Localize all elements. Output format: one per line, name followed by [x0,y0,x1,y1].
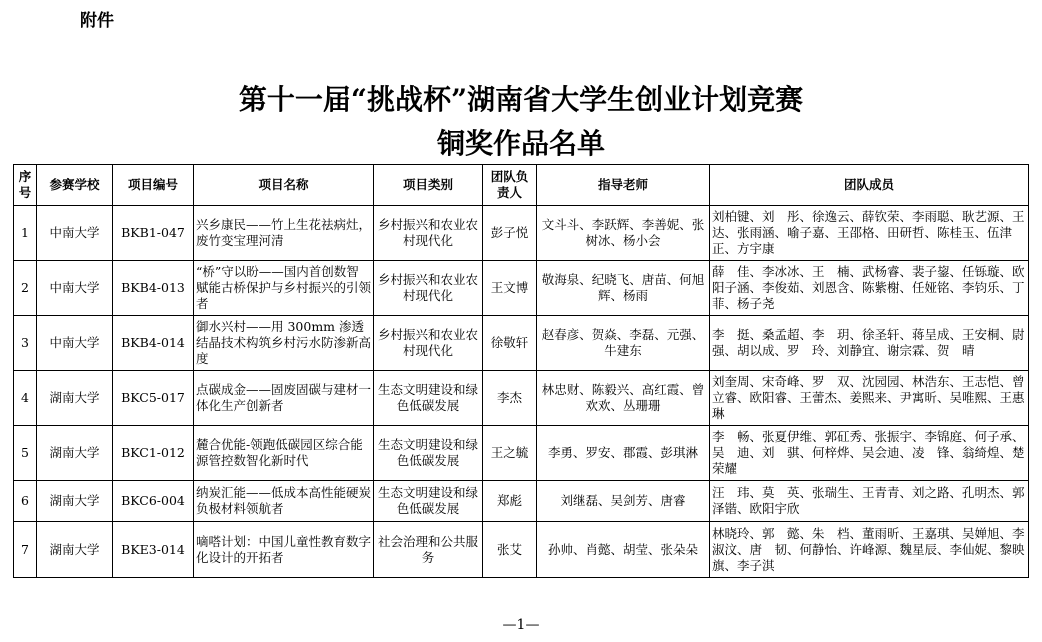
cell-advisors: 林忠财、陈毅兴、高红霞、曾欢欢、丛珊珊 [537,371,710,426]
header-school: 参赛学校 [37,165,113,206]
cell-school: 湖南大学 [37,426,113,481]
award-list-table [13,164,1038,578]
table-row [14,316,1029,371]
cell-members: 薛 佳、李冰冰、王 楠、武杨睿、裴子鋆、任铄璇、欧阳子涵、李俊茹、刘恩含、陈紫榭、任娅铭、李钧乐、丁 菲、杨子尧 [710,261,1029,316]
table-row [14,371,1029,426]
cell-advisors: 孙帅、肖懿、胡莹、张朵朵 [537,522,710,578]
header-seq: 序号 [14,165,37,206]
cell-members: 林晓玲、郭 懿、朱 档、董雨昕、王嘉琪、吴婵旭、李淑汶、唐 韧、何静怡、许峰源、魏星辰、李仙妮、黎映旗、李子淇 [710,522,1029,578]
cell-name: 嘀嗒计划：中国儿童性教育数字化设计的开拓者 [194,522,374,578]
cell-category: 生态文明建设和绿色低碳发展 [374,481,483,522]
cell-seq: 1 [14,206,37,261]
cell-advisors: 敬海泉、纪晓飞、唐苗、何旭辉、杨雨 [537,261,710,316]
table-header-row [14,165,1029,206]
cell-seq: 2 [14,261,37,316]
cell-name: 御水兴村——用 300mm 渗透结晶技术构筑乡村污水防渗新高度 [194,316,374,371]
header-category: 项目类别 [374,165,483,206]
cell-members: 李 挺、桑孟超、李 玥、徐圣轩、蒋呈成、王安桐、尉 强、胡以成、罗 玲、刘静宜、谢宗霖、贺 晴 [710,316,1029,371]
cell-code: BKB4-014 [113,316,194,371]
header-members: 团队成员 [710,165,1029,206]
cell-leader: 王之毓 [483,426,537,481]
cell-members: 李 畅、张夏伊维、郭矼秀、张振宇、李锦庭、何子承、吴 迪、刘 骐、何梓烨、吴会迪、凌 锋、翁绮煌、楚荣耀 [710,426,1029,481]
cell-school: 湖南大学 [37,481,113,522]
cell-members: 汪 玮、莫 英、张瑞生、王青青、刘之路、孔明杰、郭泽锴、欧阳宇欣 [710,481,1029,522]
header-code: 项目编号 [113,165,194,206]
cell-code: BKB1-047 [113,206,194,261]
cell-school: 中南大学 [37,316,113,371]
cell-advisors: 李勇、罗安、郡霞、彭琪淋 [537,426,710,481]
page-number: —1— [502,617,540,633]
table-row [14,481,1029,522]
cell-code: BKC6-004 [113,481,194,522]
cell-members: 刘奎周、宋奇峰、罗 双、沈园园、林浩东、王志恺、曾立睿、欧阳睿、王蕾杰、姜熙来、尹寓昕、吴唯熙、王惠琳 [710,371,1029,426]
cell-category: 社会治理和公共服务 [374,522,483,578]
cell-seq: 6 [14,481,37,522]
table-row [14,261,1029,316]
cell-school: 湖南大学 [37,371,113,426]
cell-code: BKE3-014 [113,522,194,578]
cell-seq: 4 [14,371,37,426]
cell-seq: 3 [14,316,37,371]
cell-leader: 郑彪 [483,481,537,522]
table-row [14,522,1029,578]
attachment-label: 附件 [80,11,114,31]
cell-school: 中南大学 [37,261,113,316]
cell-advisors: 刘继磊、吴剑芳、唐睿 [537,481,710,522]
table-row [14,426,1029,481]
cell-members: 刘柏键、刘 彤、徐逸云、薛钦荣、李雨聪、耿艺源、王 达、张雨涵、喻子嘉、王邵格、田研哲、陈桂玉、伍津正、方宇康 [710,206,1029,261]
cell-name: 兴乡康民——竹上生花祛病灶，废竹变宝理河清 [194,206,374,261]
document-subtitle: 铜奖作品名单 [436,127,605,160]
cell-category: 生态文明建设和绿色低碳发展 [374,426,483,481]
cell-advisors: 赵春彦、贺焱、李磊、元强、牛建东 [537,316,710,371]
table-row [14,206,1029,261]
cell-code: BKC1-012 [113,426,194,481]
cell-name: 纳炭汇能——低成本高性能硬炭负极材料领航者 [194,481,374,522]
cell-name: 麓合优能-领跑低碳园区综合能源管控数智化新时代 [194,426,374,481]
cell-school: 湖南大学 [37,522,113,578]
cell-leader: 王文博 [483,261,537,316]
cell-seq: 5 [14,426,37,481]
header-leader: 团队负责人 [483,165,537,206]
document-title: 第十一届“挑战杯”湖南省大学生创业计划竞赛 [238,83,804,116]
header-advisors: 指导老师 [537,165,710,206]
cell-code: BKC5-017 [113,371,194,426]
header-name: 项目名称 [194,165,374,206]
cell-leader: 李杰 [483,371,537,426]
cell-code: BKB4-013 [113,261,194,316]
cell-name: 点碳成金——固废固碳与建材一体化生产创新者 [194,371,374,426]
cell-name: “桥”守以盼——国内首创数智赋能古桥保护与乡村振兴的引领者 [194,261,374,316]
cell-category: 乡村振兴和农业农村现代化 [374,261,483,316]
cell-leader: 张艾 [483,522,537,578]
cell-seq: 7 [14,522,37,578]
cell-advisors: 文斗斗、李跃辉、李善妮、张树冰、杨小会 [537,206,710,261]
cell-leader: 徐敬轩 [483,316,537,371]
cell-leader: 彭子悦 [483,206,537,261]
cell-category: 乡村振兴和农业农村现代化 [374,316,483,371]
cell-category: 乡村振兴和农业农村现代化 [374,206,483,261]
cell-school: 中南大学 [37,206,113,261]
cell-category: 生态文明建设和绿色低碳发展 [374,371,483,426]
